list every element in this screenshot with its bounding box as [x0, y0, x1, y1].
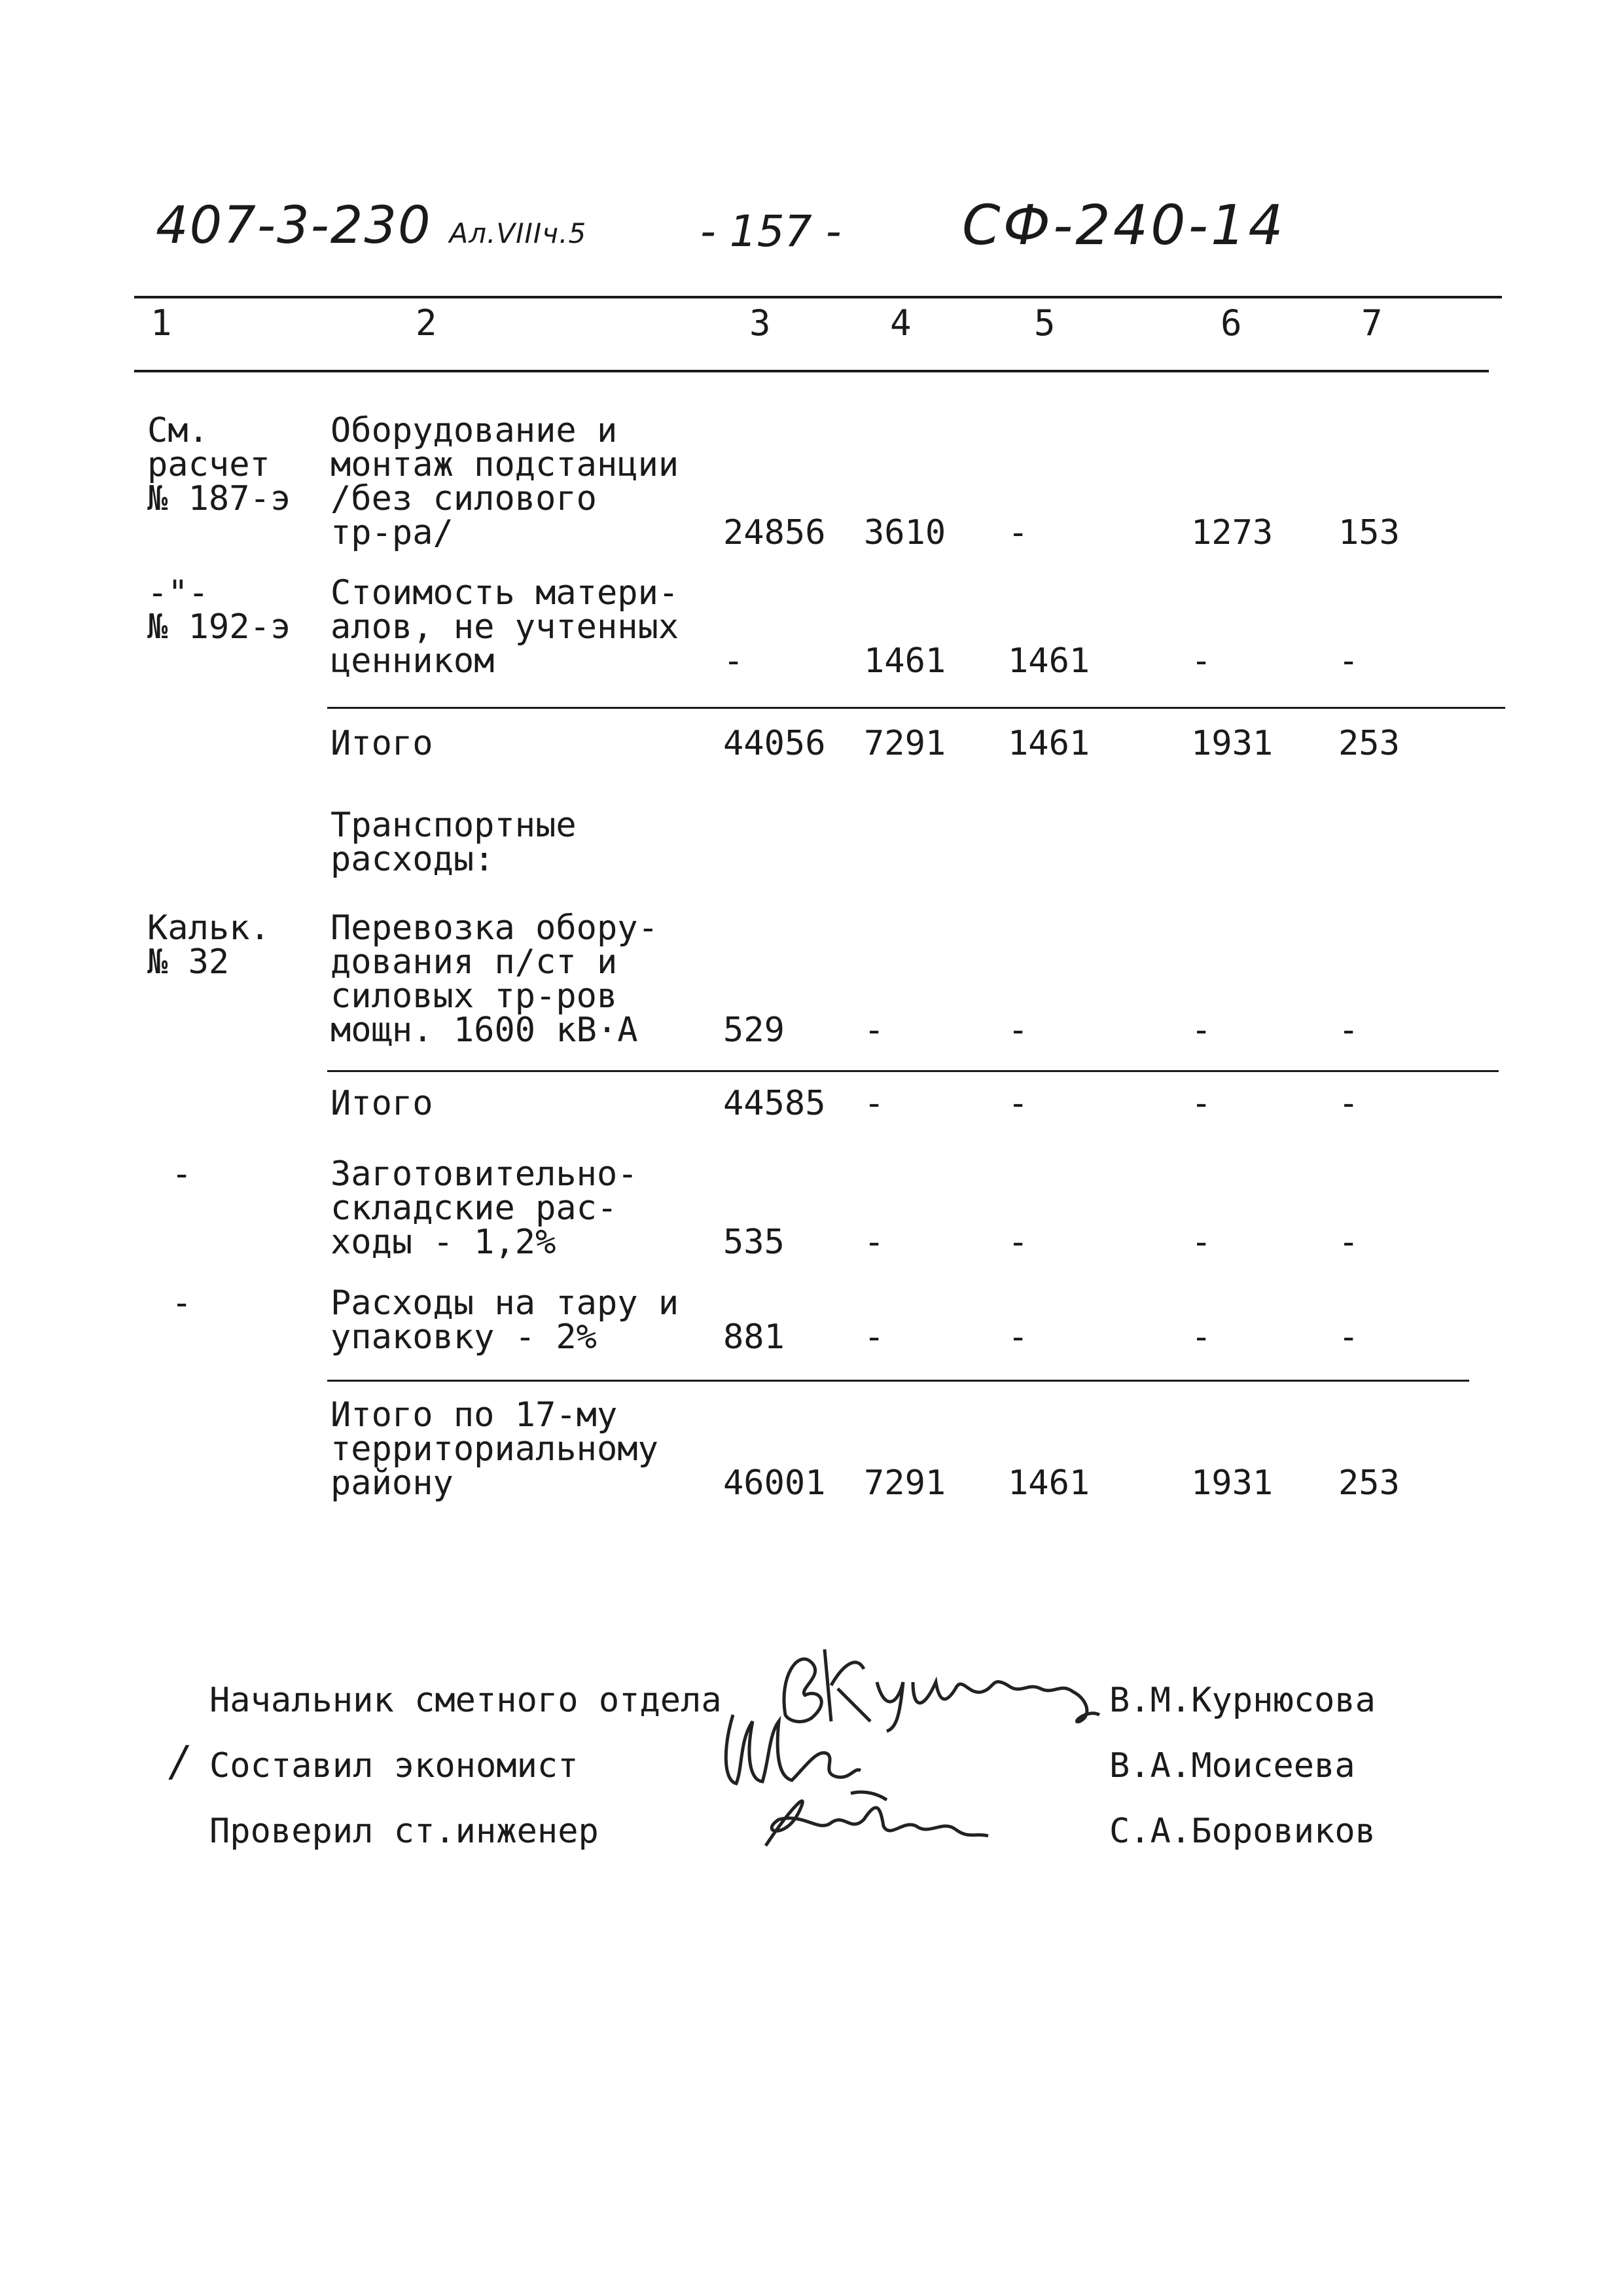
row-description: силовых тр-ров [330, 977, 618, 1016]
cell-col6: - [1191, 1223, 1212, 1262]
cell-col4: - [864, 1223, 885, 1262]
row-description: району [330, 1463, 454, 1503]
row-reference: - [171, 1283, 192, 1323]
row-description: Итого [330, 724, 433, 763]
cell-col7: - [1338, 1084, 1359, 1123]
signature-title: Начальник сметного отдела [209, 1681, 722, 1720]
document-code-suffix: Ал.VIIIч.5 [449, 217, 587, 249]
column-header: 1 [151, 302, 172, 344]
row-description: упаковку - 2% [330, 1318, 597, 1357]
page-number: - 157 - [700, 206, 842, 257]
cell-col7: 253 [1338, 1463, 1400, 1503]
signature-margin-mark: / [171, 1738, 186, 1786]
cell-col7: - [1338, 1011, 1359, 1050]
row-reference: - [171, 1155, 192, 1194]
signature-title: Проверил ст.инженер [209, 1812, 599, 1851]
subtotal-rule [327, 1070, 1499, 1072]
row-description: территориальному [330, 1429, 658, 1469]
document-code [156, 196, 586, 255]
cell-col7: 153 [1338, 513, 1400, 552]
cell-col3: 24856 [723, 513, 826, 552]
row-reference: Кальк. [147, 908, 270, 948]
row-description: Перевозка обору- [330, 908, 658, 948]
table-head-rule [134, 370, 1489, 372]
cell-col4: 3610 [864, 513, 946, 552]
row-reference: -"- [147, 573, 209, 613]
cell-col7: - [1338, 1318, 1359, 1357]
cell-col3: 46001 [723, 1463, 826, 1503]
sheet-code: СФ-240-14 [962, 193, 1286, 257]
table-top-rule [134, 296, 1502, 298]
column-header: 7 [1361, 302, 1383, 344]
cell-col7: - [1338, 1223, 1359, 1262]
cell-col5: - [1008, 513, 1029, 552]
cell-col6: - [1191, 641, 1212, 681]
row-description: Стоимость матери- [330, 573, 679, 613]
row-description: дования п/ст и [330, 942, 618, 982]
column-header: 3 [749, 302, 771, 344]
row-description: Итого по 17-му [330, 1395, 618, 1435]
cell-col4: - [864, 1011, 885, 1050]
cell-col5: - [1008, 1011, 1029, 1050]
cell-col5: - [1008, 1084, 1029, 1123]
cell-col6: 1931 [1191, 724, 1274, 763]
row-description: Транспортные [330, 806, 577, 845]
cell-col3: 44056 [723, 724, 826, 763]
row-description: Заготовительно- [330, 1155, 638, 1194]
signature-name: С.А.Боровиков [1109, 1812, 1376, 1851]
cell-col4: - [864, 1318, 885, 1357]
cell-col5: - [1008, 1318, 1029, 1357]
row-description: расходы: [330, 840, 495, 879]
cell-col3: - [723, 641, 744, 681]
row-description: тр-ра/ [330, 513, 454, 552]
cell-col4: 7291 [864, 724, 946, 763]
cell-col6: 1931 [1191, 1463, 1274, 1503]
document-code-text: 407-3-230 [156, 196, 432, 255]
row-description: монтаж подстанции [330, 445, 679, 484]
signature-name: В.А.Моисеева [1109, 1746, 1355, 1785]
row-reference: № 187-э [147, 479, 291, 518]
cell-col6: - [1191, 1011, 1212, 1050]
subtotal-rule [327, 707, 1505, 709]
signature-borovikov [753, 1774, 1001, 1859]
cell-col5: 1461 [1008, 641, 1090, 681]
row-reference: № 32 [147, 942, 230, 982]
row-reference: См. [147, 411, 209, 450]
cell-col3: 881 [723, 1318, 785, 1357]
cell-col5: 1461 [1008, 1463, 1090, 1503]
row-description: Итого [330, 1084, 433, 1123]
signature-title: Составил экономист [209, 1746, 579, 1785]
cell-col4: 1461 [864, 641, 946, 681]
cell-col7: 253 [1338, 724, 1400, 763]
column-header: 4 [890, 302, 912, 344]
cell-col6: - [1191, 1084, 1212, 1123]
signature-name: В.М.Курнюсова [1109, 1681, 1376, 1720]
cell-col7: - [1338, 641, 1359, 681]
cell-col6: - [1191, 1318, 1212, 1357]
row-description: ценником [330, 641, 495, 681]
cell-col6: 1273 [1191, 513, 1274, 552]
column-header: 5 [1034, 302, 1056, 344]
row-description: алов, не учтенных [330, 607, 679, 647]
row-description: /без силового [330, 479, 597, 518]
row-reference: расчет [147, 445, 270, 484]
cell-col5: 1461 [1008, 724, 1090, 763]
cell-col3: 44585 [723, 1084, 826, 1123]
column-header: 2 [416, 302, 437, 344]
row-description: мощн. 1600 кВ·А [330, 1011, 638, 1050]
cell-col4: - [864, 1084, 885, 1123]
cell-col5: - [1008, 1223, 1029, 1262]
row-description: Оборудование и [330, 411, 618, 450]
subtotal-rule [327, 1380, 1469, 1382]
row-reference: № 192-э [147, 607, 291, 647]
cell-col3: 535 [723, 1223, 785, 1262]
row-description: Расходы на тару и [330, 1283, 679, 1323]
column-header: 6 [1221, 302, 1242, 344]
row-description: складские рас- [330, 1189, 618, 1228]
cell-col4: 7291 [864, 1463, 946, 1503]
cell-col3: 529 [723, 1011, 785, 1050]
row-description: ходы - 1,2% [330, 1223, 556, 1262]
